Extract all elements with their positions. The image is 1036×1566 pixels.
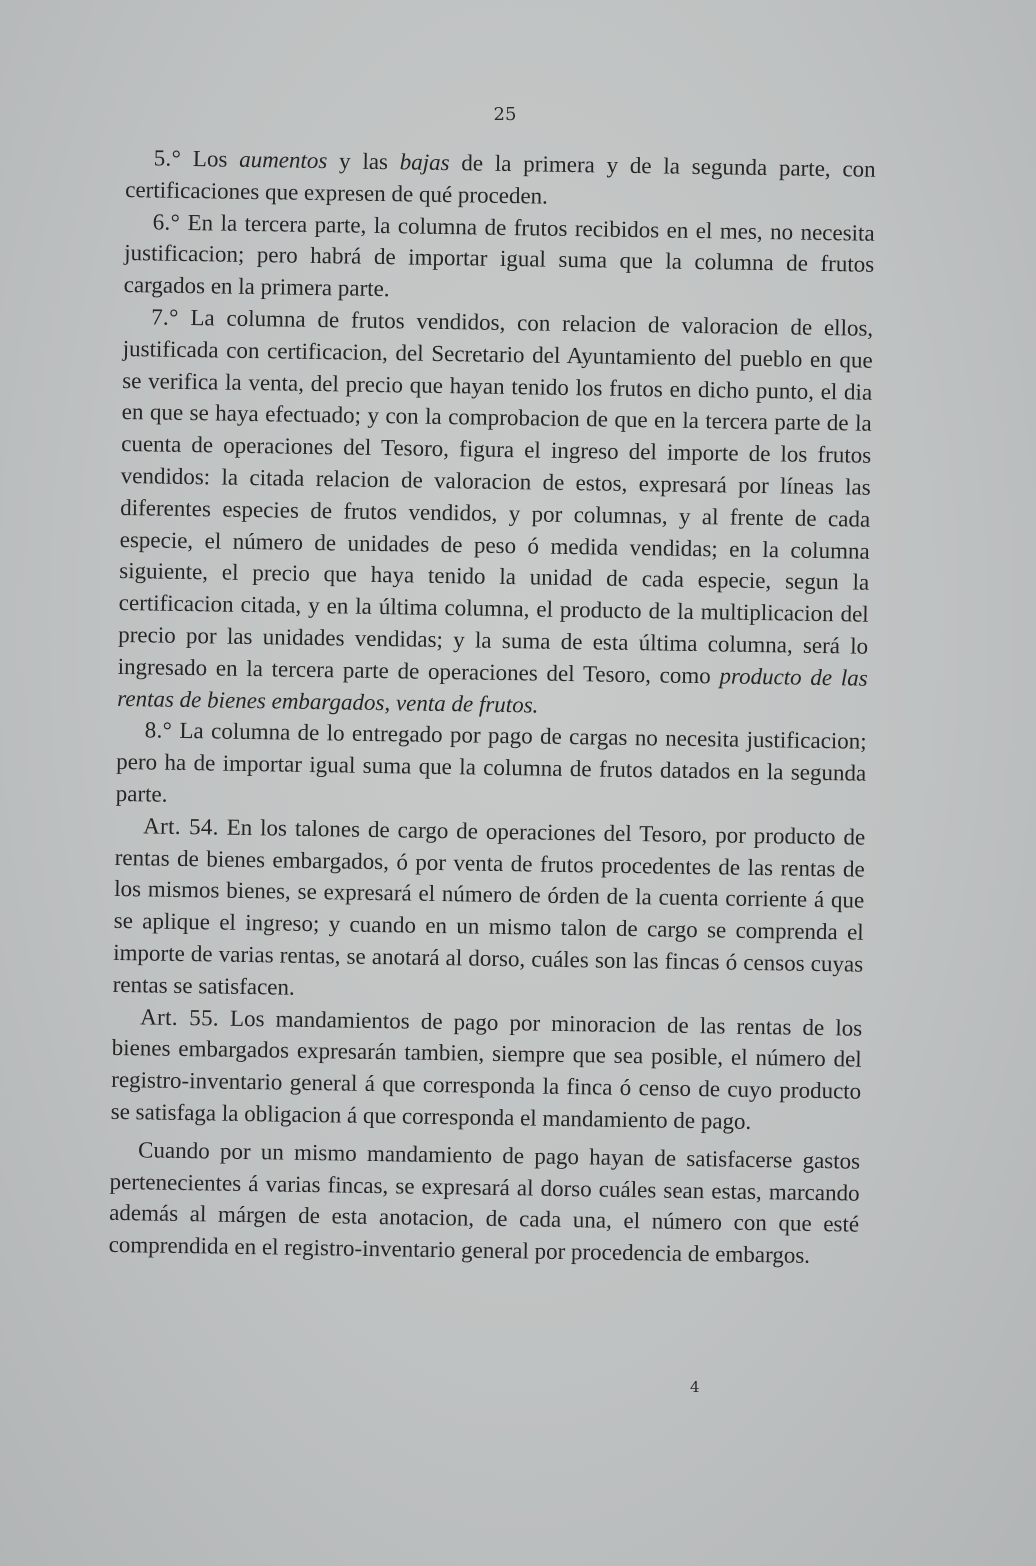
paragraph [108,1134,860,1273]
text-run: y las [327,148,400,175]
text-run: Cuando por un mismo mandamiento de pago hayan de satisfacerse gastos pertenecientes á varias fincas, se expresará al dorso cuáles sean estas, marcando además al márgen de esta anotacion, de cada una, el número con que esté comprendida en el registro-inventario general por procedencia de embargos. [108,1137,861,1268]
text-run: Los [180,145,240,172]
text-run: La columna de frutos vendidos, con relacion de valoracion de ellos, justificada con certificacion, del Secretario del Ayuntamiento del pueblo en que se verifica la venta, del precio que hayan tenido los frutos en dicho punto, el dia en que se haya efectuado; y con la comprobacion de que en la tercera parte de la cuenta de operaciones del Tesoro, figura el ingreso del importe de los frutos vendidos: la citada relacion de valoracion de estos, expresará por líneas las diferentes especies de frutos vendidos, y por columnas, y al frente de cada especie, el número de unidades de peso ó medida vendidas; en la columna siguiente, el precio que haya tenido la unidad de cada especie, segun la certificacion citada, y en la última columna, el producto de la multiplicacion del precio por las unidades vendidas; y la suma de esta última columna, será lo ingresado en la tercera parte de operaciones del Tesoro, como [117,304,874,689]
paragraph-lead: 8.° [144,717,173,744]
paragraph [111,1000,863,1139]
paragraph [116,714,867,821]
paragraph-lead: 6.° [152,209,181,235]
italic-text: producto de las rentas de bienes embargados, venta de frutos. [117,663,868,718]
paragraph [125,142,876,217]
paragraph-lead: 5.° [153,145,182,171]
paragraph [117,301,873,726]
sheet-signature-mark: 4 [690,1378,700,1396]
text-run: La columna de lo entregado por pago de cargas no necesita justificacion; pero ha de importar igual suma que la columna de frutos datados en la segunda parte. [115,718,867,807]
paragraph [124,206,875,313]
paragraph-lead: Art. 55. [140,1003,220,1031]
text-run: Los mandamientos de pago por minoracion de las rentas de los bienes embargados expresarán tambien, siempre que sea posible, el número del registro-inventario general á que corresponda la finca ó censo de cuyo producto se satisfaga la obligacion á que corresponda el mandamiento de pago. [110,1005,863,1134]
text-run: En los talones de cargo de operaciones del Tesoro, por producto de rentas de bienes embargados, ó por venta de frutos procedentes de las rentas de los mismos bienes, se expresará el número de órden de la cuenta corriente á que se aplique el ingreso; y cuando en un mismo talon de cargo se comprenda el importe de varias rentas, se anotará al dorso, cuáles son las fincas ó censos cuyas rentas se satisfacen. [112,814,866,1000]
italic-text: aumentos [238,146,328,174]
paragraph-lead: 7.° [151,304,179,330]
paragraph [113,810,866,1013]
body-text [108,142,875,1273]
italic-text: bajas [399,149,450,176]
text-run: de la primera y de la segunda parte, con certificaciones que expresen de qué proceden. [125,150,876,209]
paragraph-lead: Art. 54. [143,813,219,840]
page-number: 25 [493,104,517,125]
text-run: En la tercera parte, la columna de frutos recibidos en el mes, no necesita justificacion; pero habrá de importar igual suma que la columna de frutos cargados en la primera parte. [123,209,875,302]
